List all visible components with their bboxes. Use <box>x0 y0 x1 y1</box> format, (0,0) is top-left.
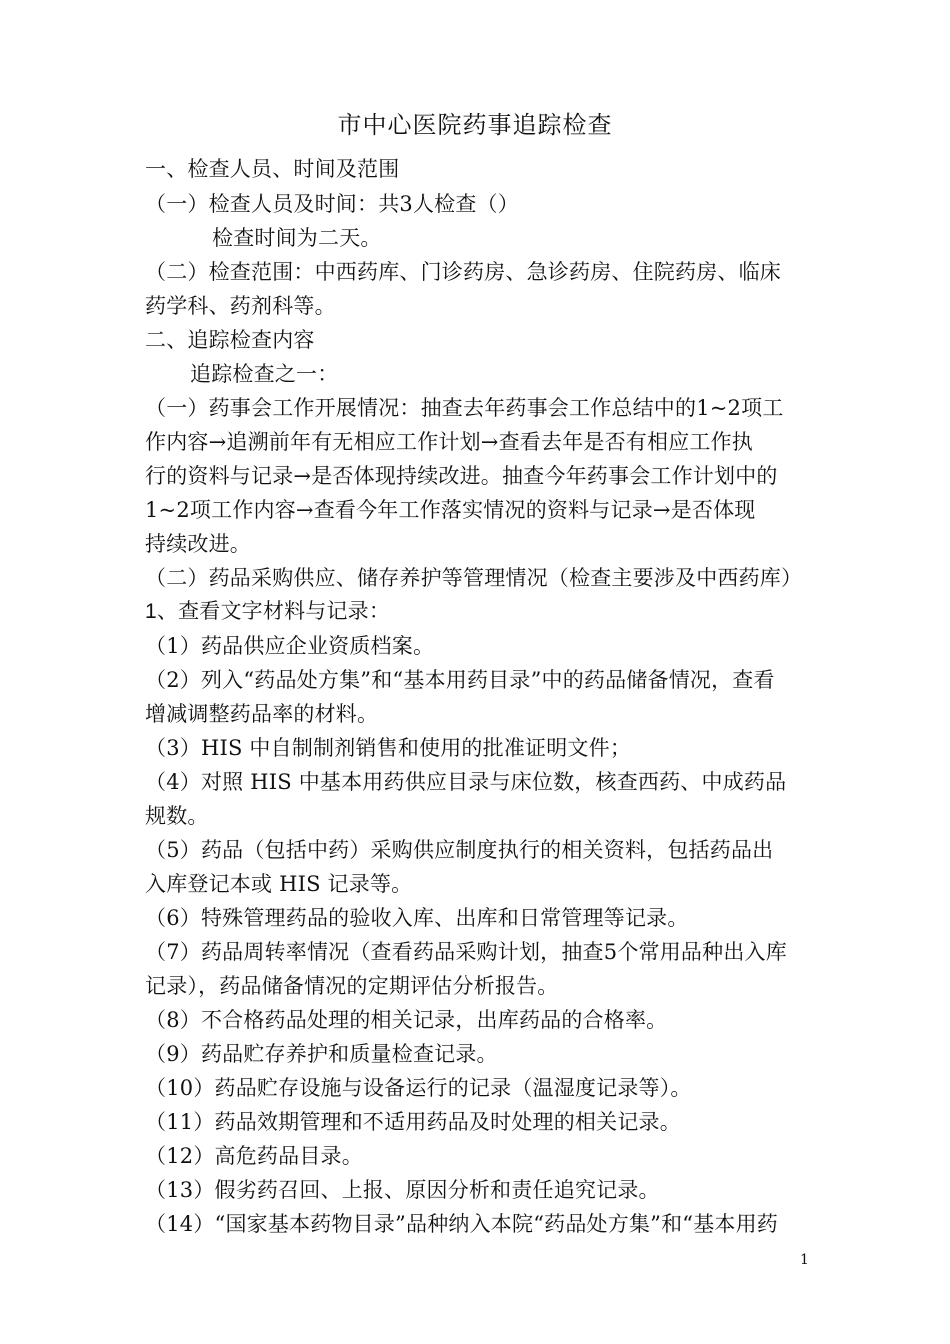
text-line: 入库登记本或 HIS 记录等。 <box>145 872 413 896</box>
list-item: （14）“国家基本药物目录”品种纳入本院“药品处方集”和“基本用药 <box>145 1212 778 1236</box>
text-line: 增减调整药品率的材料。 <box>145 702 379 726</box>
list-item: （5）药品（包括中药）采购供应制度执行的相关资料，包括药品出 <box>145 838 774 862</box>
list-item: （6）特殊管理药品的验收入库、出库和日常管理等记录。 <box>145 906 689 930</box>
list-item: （3）HIS 中自制制剂销售和使用的批准证明文件； <box>145 736 632 760</box>
list-item: （9）药品贮存养护和质量检查记录。 <box>145 1042 498 1066</box>
section-heading: 一、检查人员、时间及范围 <box>145 157 400 181</box>
list-item: （4）对照 HIS 中基本用药供应目录与床位数，核查西药、中成药品 <box>145 770 787 794</box>
list-item: （8）不合格药品处理的相关记录，出库药品的合格率。 <box>145 1008 668 1032</box>
text-line: 1、查看文字材料与记录： <box>145 600 391 623</box>
text-line: 1~2项工作内容→查看今年工作落实情况的资料与记录→是否体现 <box>145 498 756 522</box>
text-line: 记录），药品储备情况的定期评估分析报告。 <box>145 974 559 998</box>
text-line: （一）药事会工作开展情况：抽查去年药事会工作总结中的1~2项工 <box>145 396 784 420</box>
list-item: （12）高危药品目录。 <box>145 1144 363 1168</box>
document-title: 市中心医院药事追踪检查 <box>337 111 613 139</box>
text-line: 持续改进。 <box>145 532 251 556</box>
text-line: （一）检查人员及时间：共3人检查（） <box>145 192 519 216</box>
section-heading: 二、追踪检查内容 <box>145 328 315 352</box>
list-item: （13）假劣药召回、上报、原因分析和责任追究记录。 <box>145 1178 660 1202</box>
text-line: 追踪检查之一： <box>190 362 339 386</box>
page-number: 1 <box>800 1252 809 1268</box>
list-item: （11）药品效期管理和不适用药品及时处理的相关记录。 <box>145 1110 681 1134</box>
list-item: （7）药品周转率情况（查看药品采购计划，抽查5个常用品种出入库 <box>145 940 787 964</box>
list-item: （1）药品供应企业资质档案。 <box>145 634 435 658</box>
text-line: 作内容→追溯前年有无相应工作计划→查看去年是否有相应工作执 <box>145 430 753 454</box>
text-line: 行的资料与记录→是否体现持续改进。抽查今年药事会工作计划中的 <box>145 464 778 488</box>
text-line: 检查时间为二天。 <box>212 226 382 250</box>
list-item: （10）药品贮存设施与设备运行的记录（温湿度记录等）。 <box>145 1076 692 1100</box>
text-line: （二）药品采购供应、储存养护等管理情况（检查主要涉及中西药库） <box>145 566 803 590</box>
text-line: 规数。 <box>145 804 209 828</box>
text-line: （二）检查范围：中西药库、门诊药房、急诊药房、住院药房、临床 <box>145 260 781 284</box>
text-line: 药学科、药剂科等。 <box>145 294 336 318</box>
list-item: （2）列入“药品处方集”和“基本用药目录”中的药品储备情况，查看 <box>145 668 775 692</box>
